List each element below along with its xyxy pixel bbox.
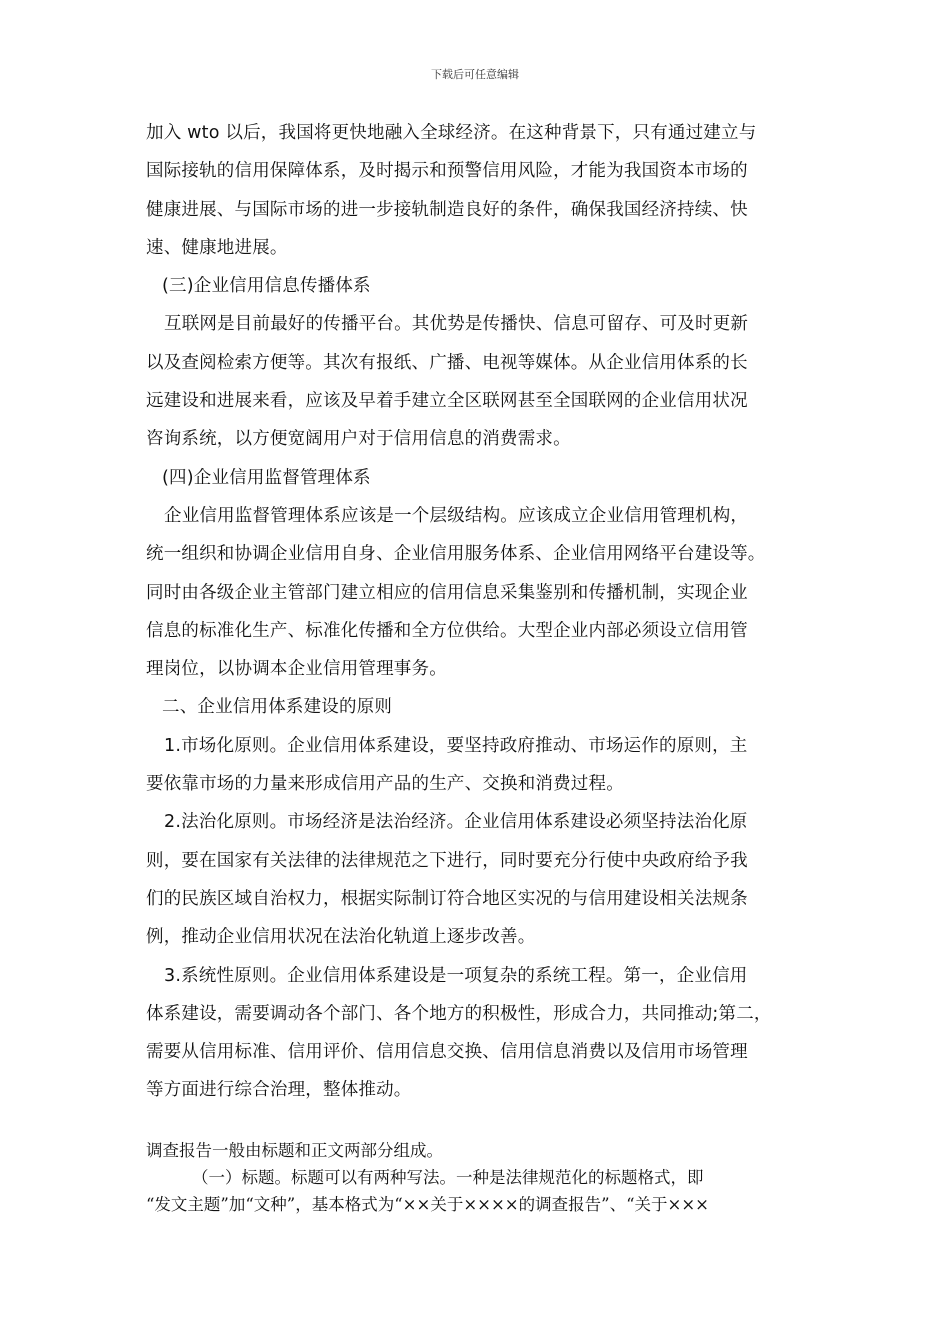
paragraph-line: 速、健康地进展。	[146, 237, 288, 258]
paragraph-line: 咨询系统，以方便宽阔用户对于信用信息的消费需求。	[146, 429, 571, 450]
paragraph-line: 们的民族区域自治权力，根据实际制订符合地区实况的与信用建设相关法规条	[146, 888, 748, 909]
report-intro	[146, 1140, 814, 1221]
paragraph-line: 互联网是目前最好的传播平台。其优势是传播快、信息可留存、可及时更新	[164, 314, 749, 335]
paragraph-line: 理岗位，以协调本企业信用管理事务。	[146, 659, 447, 680]
paragraph-line: 加入 wto 以后，我国将更快地融入全球经济。在这种背景下，只有通过建立与	[146, 123, 757, 143]
paragraph-line: 2.法治化原则。市场经济是法治经济。企业信用体系建设必须坚持法治化原	[164, 812, 748, 833]
paragraph-line: 例，推动企业信用状况在法治化轨道上逐步改善。	[146, 927, 536, 948]
paragraph-line: 企业信用监督管理体系应该是一个层级结构。应该成立企业信用管理机构，	[164, 505, 749, 526]
paragraph-line: 等方面进行综合治理，整体推动。	[146, 1080, 412, 1101]
paragraph-line: 以及查阅检索方便等。其次有报纸、广播、电视等媒体。从企业信用体系的长	[146, 352, 748, 373]
page-header: 下载后可任意编辑	[431, 68, 519, 81]
paragraph-line: 健康进展、与国际市场的进一步接轨制造良好的条件，确保我国经济持续、快	[146, 199, 748, 220]
paragraph-line: 1.市场化原则。企业信用体系建设，要坚持政府推动、市场运作的原则，主	[164, 735, 748, 756]
paragraph-line: 体系建设，需要调动各个部门、各个地方的积极性，形成合力，共同推动;第二，	[146, 1003, 772, 1024]
paragraph-line: （一）标题。标题可以有两种写法。一种是法律规范化的标题格式，即	[192, 1168, 704, 1187]
paragraph-line: 信息的标准化生产、标准化传播和全方位供给。大型企业内部必须设立信用管	[146, 620, 748, 641]
paragraph-line: 要依靠市场的力量来形成信用产品的生产、交换和消费过程。	[146, 774, 624, 795]
paragraph-line: 国际接轨的信用保障体系，及时揭示和预警信用风险，才能为我国资本市场的	[146, 161, 748, 182]
paragraph-line: 则，要在国家有关法律的法律规范之下进行，同时要充分行使中央政府给予我	[146, 850, 748, 871]
paragraph-line: 同时由各级企业主管部门建立相应的信用信息采集鉴别和传播机制，实现企业	[146, 582, 748, 603]
paragraph-line: 需要从信用标准、信用评价、信用信息交换、信用信息消费以及信用市场管理	[146, 1042, 748, 1063]
document-body	[146, 120, 814, 1116]
paragraph-line: 统一组织和协调企业信用自身、企业信用服务体系、企业信用网络平台建设等。	[146, 544, 766, 565]
paragraph-line: 远建设和进展来看，应该及早着手建立全区联网甚至全国联网的企业信用状况	[146, 391, 748, 412]
section-heading: (三)企业信用信息传播体系	[162, 276, 371, 297]
paragraph-line: “发文主题”加“文种”，基本格式为“××关于××××的调查报告”、“关于×××	[146, 1195, 709, 1214]
section-heading: (四)企业信用监督管理体系	[162, 467, 371, 488]
paragraph-line: 调查报告一般由标题和正文两部分组成。	[146, 1141, 443, 1160]
section-heading: 二、企业信用体系建设的原则	[162, 697, 393, 718]
paragraph-line: 3.系统性原则。企业信用体系建设是一项复杂的系统工程。第一，企业信用	[164, 965, 748, 986]
